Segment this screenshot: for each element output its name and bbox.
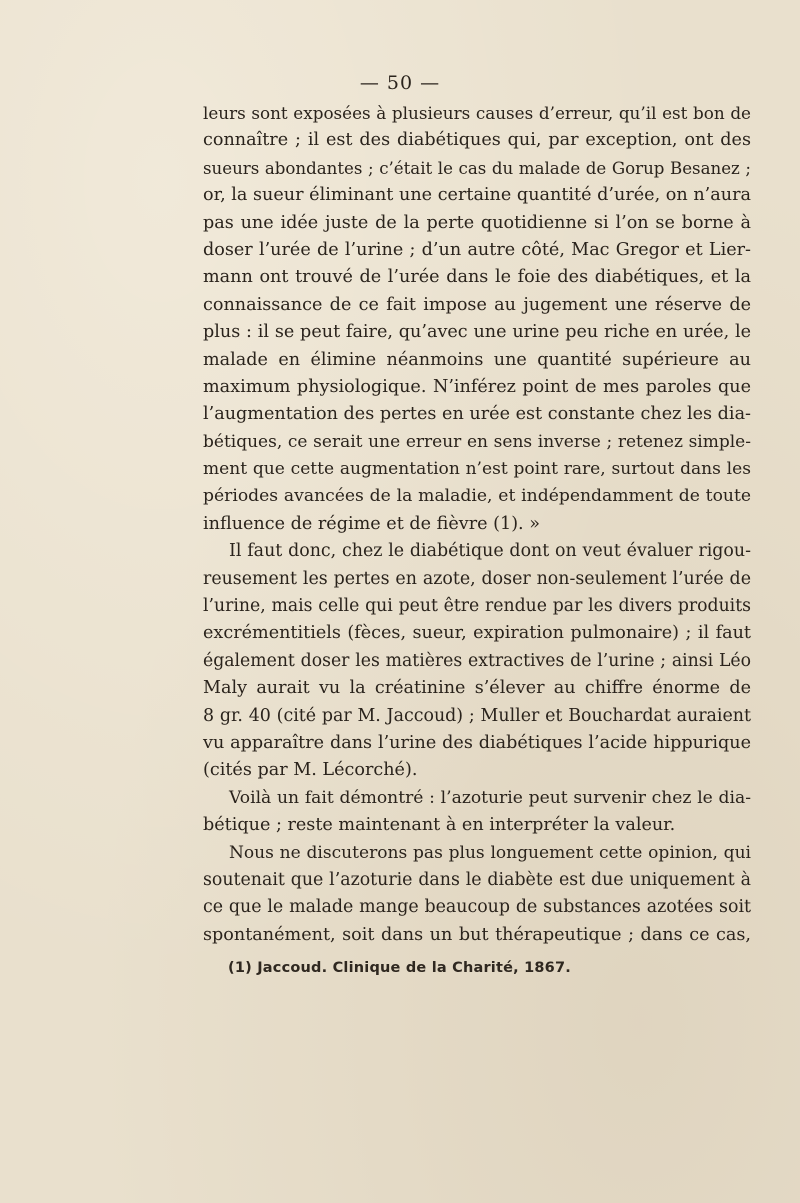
text-line: pas une idée juste de la perte quotidienne si l’on se borne à xyxy=(203,212,751,233)
text-line: plus : il se peut faire, qu’avec une urine peu riche en urée, le xyxy=(203,322,751,343)
text-line: connaître ; il est des diabétiques qui, par exception, ont des xyxy=(203,130,751,151)
text-line: Nous ne discuterons pas plus longuement cette opinion, qui xyxy=(229,842,751,863)
text-line: connaissance de ce fait impose au jugement une réserve de xyxy=(203,294,751,315)
text-line: maximum physiologique. N’inférez point de mes paroles que xyxy=(203,376,751,397)
text-line: 8 gr. 40 (cité par M. Jaccoud) ; Muller et Bouchardat auraient xyxy=(203,705,751,726)
text-line: spontanément, soit dans un but thérapeutique ; dans ce cas, xyxy=(203,924,751,945)
text-line: périodes avancées de la maladie, et indépendamment de toute xyxy=(203,486,751,507)
text-line: également doser les matières extractives de l’urine ; ainsi Léo xyxy=(203,650,751,671)
text-line: Voilà un fait démontré : l’azoturie peut survenir chez le dia- xyxy=(229,787,751,808)
text-line: ment que cette augmentation n’est point rare, surtout dans les xyxy=(203,459,751,480)
text-line: vu apparaître dans l’urine des diabétiques l’acide hippurique xyxy=(203,732,751,753)
text-line: influence de régime et de fièvre (1). » xyxy=(203,513,541,534)
text-line: or, la sueur éliminant une certaine quantité d’urée, on n’aura xyxy=(203,185,751,206)
text-line: malade en élimine néanmoins une quantité supérieure au xyxy=(203,349,751,370)
text-line: l’augmentation des pertes en urée est constante chez les dia- xyxy=(203,404,751,425)
text-line: soutenait que l’azoturie dans le diabète est due uniquement à xyxy=(203,869,751,890)
text-line: doser l’urée de l’urine ; d’un autre côté, Mac Gregor et Lier- xyxy=(203,239,751,260)
text-line: bétiques, ce serait une erreur en sens inverse ; retenez simple- xyxy=(203,431,751,452)
text-line: bétique ; reste maintenant à en interpréter la valeur. xyxy=(203,815,676,836)
text-line: reusement les pertes en azote, doser non-seulement l’urée de xyxy=(203,568,751,589)
text-line: (cités par M. Lécorché). xyxy=(203,760,418,781)
body-text xyxy=(203,100,751,949)
page-number: — 50 — xyxy=(359,72,441,94)
text-line: mann ont trouvé de l’urée dans le foie des diabétiques, et la xyxy=(203,267,751,288)
footnote: (1) Jaccoud. Clinique de la Charité, 1867. xyxy=(228,960,571,976)
text-line: Maly aurait vu la créatinine s’élever au chiffre énorme de xyxy=(203,678,751,699)
text-line: excrémentitiels (fèces, sueur, expiration pulmonaire) ; il faut xyxy=(203,623,751,644)
text-line: ce que le malade mange beaucoup de substances azotées soit xyxy=(203,897,751,918)
text-line: sueurs abondantes ; c’était le cas du malade de Gorup Besanez ; xyxy=(203,158,751,178)
text-line: l’urine, mais celle qui peut être rendue par les divers produits xyxy=(203,596,751,617)
text-line: Il faut donc, chez le diabétique dont on veut évaluer rigou- xyxy=(229,541,751,562)
text-line: leurs sont exposées à plusieurs causes d’erreur, qu’il est bon de xyxy=(203,103,751,123)
